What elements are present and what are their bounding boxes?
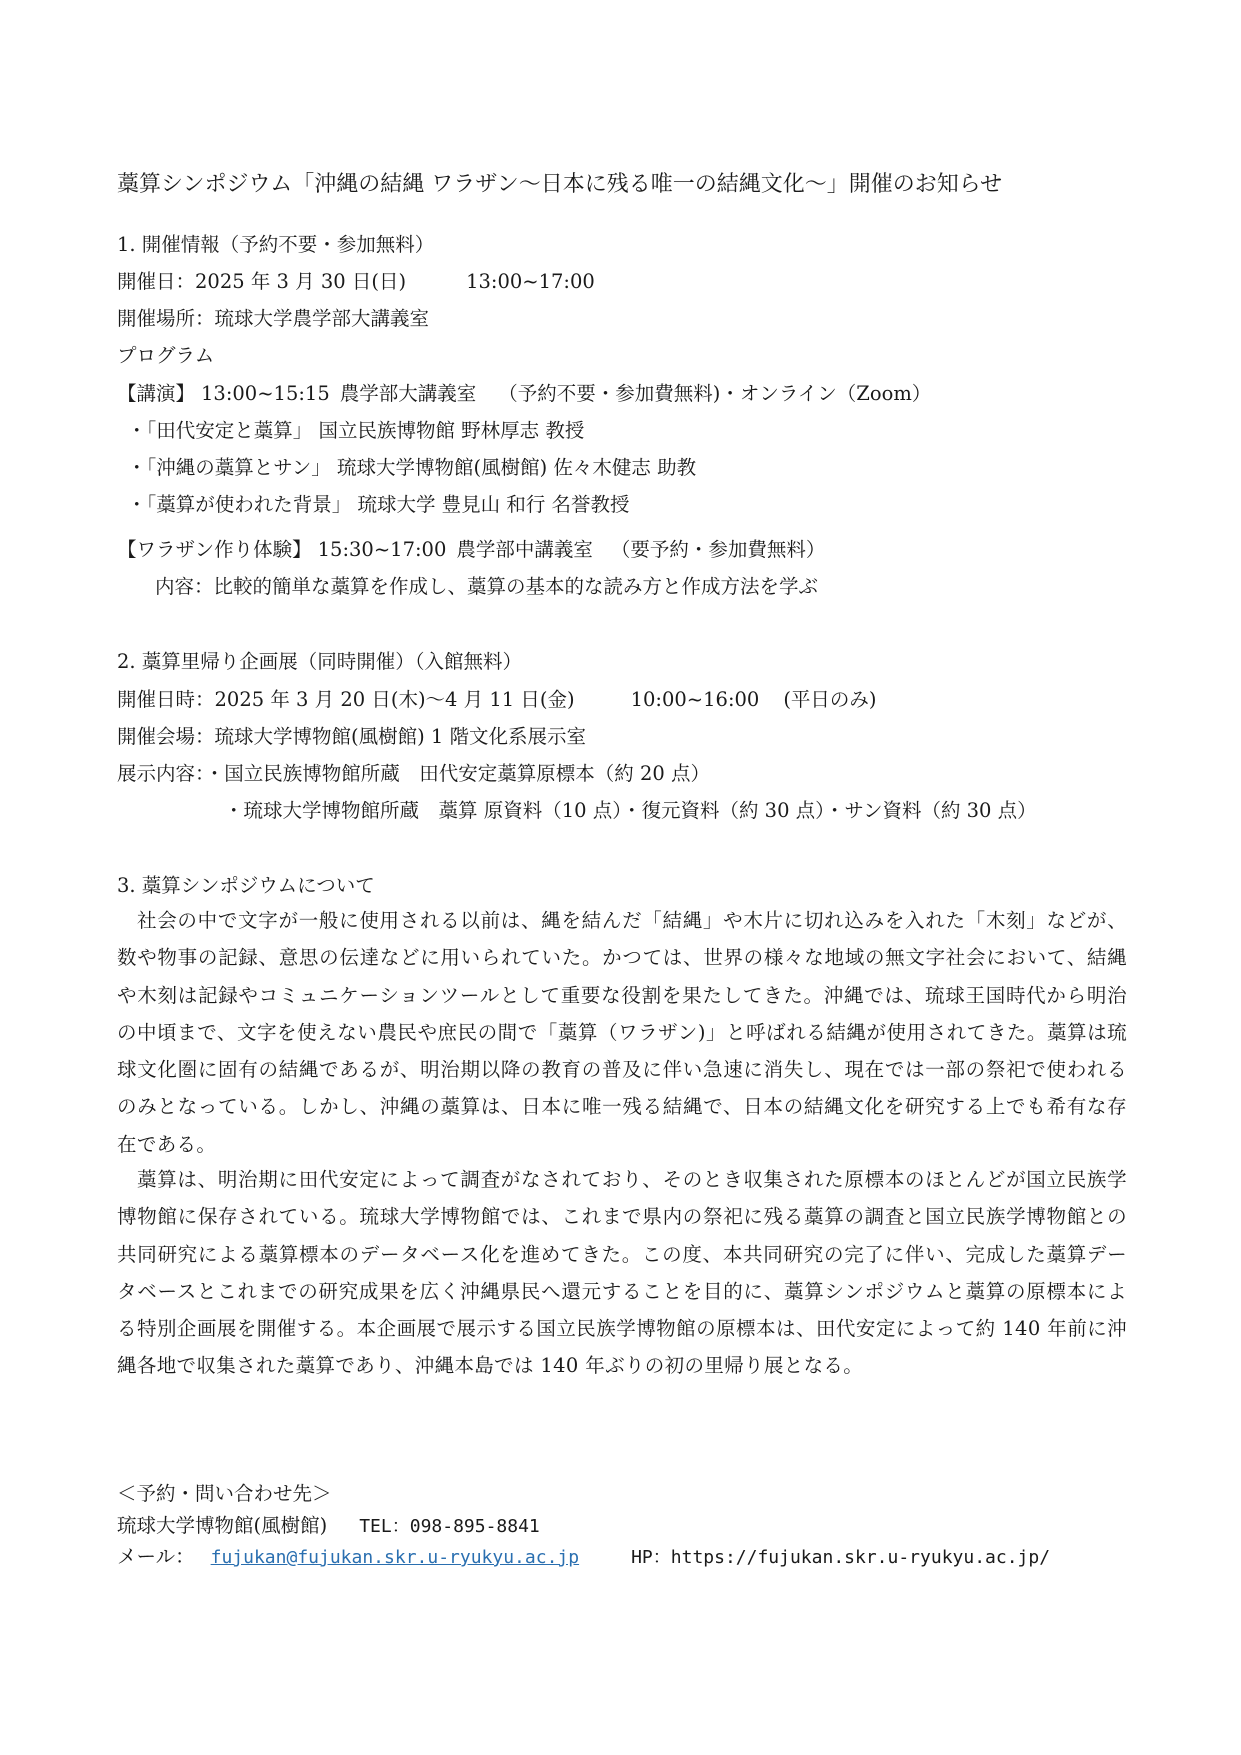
section3-heading: 3. 藁算シンポジウムについて: [117, 874, 375, 897]
lecture-note: （予約不要・参加費無料)・オンライン（Zoom）: [498, 382, 932, 405]
homepage-url: HP：https://fujukan.skr.u-ryukyu.ac.jp/: [631, 1547, 1051, 1568]
exhibit-item: ・国立民族博物館所蔵 田代安定藁算原標本（約 20 点）: [204, 762, 710, 785]
workshop-content: 内容：比較的簡単な藁算を作成し、藁算の基本的な読み方と作成方法を学ぶ: [155, 575, 819, 598]
exhibition-note: (平日のみ): [783, 688, 877, 711]
event-date: 開催日：2025 年 3 月 30 日(日): [117, 270, 407, 293]
lecture-item: ・「藁算が使われた背景」 琉球大学 豊見山 和行 名誉教授: [127, 493, 630, 516]
mail-label: メール：: [117, 1545, 195, 1568]
lecture-tag: 【講演】: [117, 382, 196, 405]
workshop-tag: 【ワラザン作り体験】: [117, 538, 312, 561]
body-paragraph: 社会の中で文字が一般に使用される以前は、縄を結んだ「結縄」や木片に切れ込みを入れた「木刻」などが、数や物事の記録、意思の伝達などに用いられていた。かつては、世界の様々な地域の無文字社会において、結縄や木刻は記録やコミュニケーションツールとして重要な役割を果たしてきた。沖縄では、琉球王国時代から明治の中頃まで、文字を使えない農民や庶民の間で「藁算（ワラザン)」と呼ばれる結縄が使用されてきた。藁算は琉球文化圏に固有の結縄であるが、明治期以降の教育の普及に伴い急速に消失し、現在では一部の祭祀で使われるのみとなっている。しかし、沖縄の藁算は、日本に唯一残る結縄で、日本の結縄文化を研究する上でも希有な存在である。: [117, 909, 1127, 1156]
contact-org-row: [117, 1512, 540, 1541]
contact-mail-row: [117, 1543, 1050, 1572]
workshop-row: [117, 536, 825, 564]
lecture-time: 13:00~15:15: [201, 382, 330, 405]
exhibition-venue: 開催会場：琉球大学博物館(風樹館) 1 階文化系展示室: [117, 725, 587, 748]
exhibit-row: [117, 760, 710, 788]
email-link[interactable]: fujukan@fujukan.skr.u-ryukyu.ac.jp: [210, 1547, 580, 1568]
lecture-item: ・「田代安定と藁算」 国立民族博物館 野林厚志 教授: [127, 419, 585, 442]
contact-tel: TEL：098-895-8841: [359, 1516, 540, 1537]
event-time: 13:00~17:00: [466, 270, 595, 293]
event-venue: 開催場所：琉球大学農学部大講義室: [117, 307, 430, 330]
page-title: 藁算シンポジウム「沖縄の結縄 ワラザン〜日本に残る唯一の結縄文化〜」開催のお知らせ: [117, 172, 1003, 197]
contact-heading: ＜予約・問い合わせ先＞: [117, 1482, 332, 1505]
body-paragraph: 藁算は、明治期に田代安定によって調査がなされており、そのとき収集された原標本のほとんどが国立民族学博物館に保存されている。琉球大学博物館では、これまで県内の祭祀に残る藁算の調査と国立民族学博物館との共同研究による藁算標本のデータベース化を進めてきた。この度、本共同研究の完了に伴い、完成した藁算データベースとこれまでの研究成果を広く沖縄県民へ還元することを目的に、藁算シンポジウムと藁算の原標本による特別企画展を開催する。本企画展で展示する国立民族学博物館の原標本は、田代安定によって約 140 年前に沖縄各地で収集された藁算であり、沖縄本島では 140 年ぶりの初の里帰り展となる。: [117, 1168, 1127, 1378]
exhibit-label: 展示内容：: [117, 762, 205, 785]
lecture-row: [117, 380, 931, 408]
exhibit-item: ・琉球大学博物館所蔵 藁算 原資料（10 点）・復元資料（約 30 点）・サン資料（約 30 点）: [224, 799, 1037, 822]
exhibition-dates: 開催日時：2025 年 3 月 20 日(木)〜4 月 11 日(金): [117, 688, 575, 711]
contact-org: 琉球大学博物館(風樹館): [117, 1514, 328, 1537]
section2-heading: 2. 藁算里帰り企画展（同時開催）（入館無料）: [117, 650, 523, 673]
workshop-time: 15:30~17:00: [317, 538, 447, 561]
section1-heading: 1. 開催情報（予約不要・参加無料）: [117, 233, 435, 256]
program-label: プログラム: [117, 344, 215, 367]
event-date-row: [117, 268, 595, 296]
lecture-room: 農学部大講義室: [339, 382, 477, 405]
workshop-note: （要予約・参加費無料）: [610, 538, 826, 561]
workshop-room: 農学部中講義室: [456, 538, 593, 561]
lecture-item: ・「沖縄の藁算とサン」 琉球大学博物館(風樹館) 佐々木健志 助教: [127, 456, 697, 479]
exhibition-time: 10:00~16:00: [630, 688, 760, 711]
exhibition-dates-row: [117, 686, 877, 714]
